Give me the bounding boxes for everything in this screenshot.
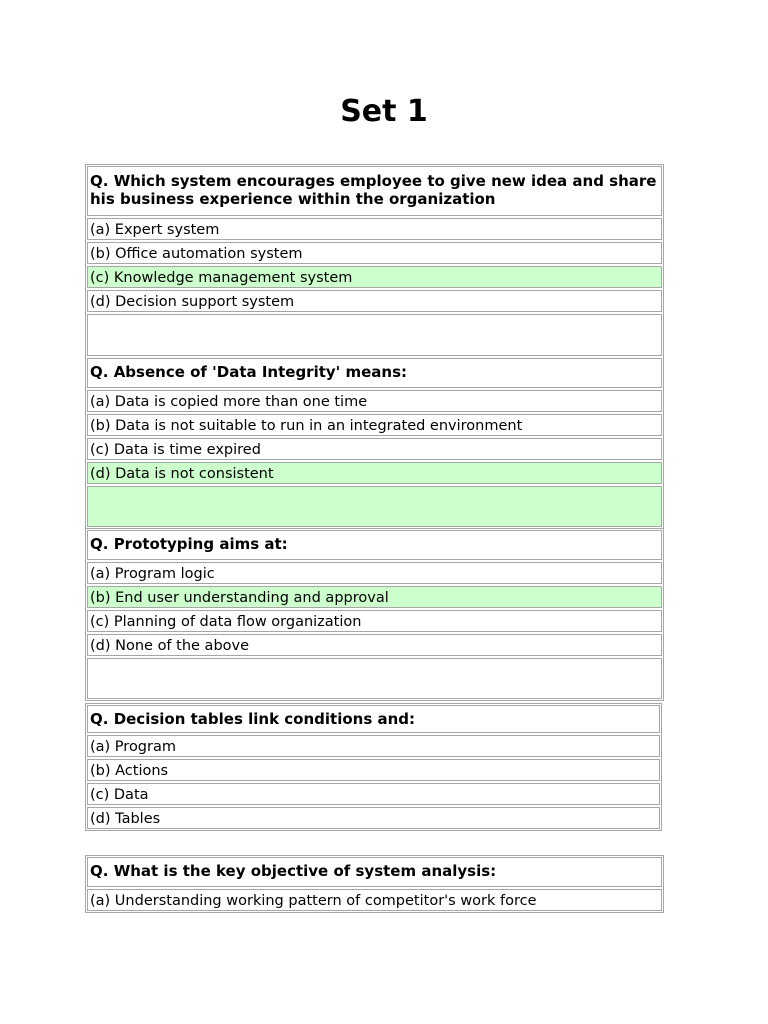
page-title: Set 1 xyxy=(340,94,428,129)
question-text xyxy=(87,857,662,887)
question-body: What is the key objective of system analysis: xyxy=(113,862,497,880)
answer-spacer xyxy=(87,486,662,527)
answer-option[interactable]: (a) Expert system xyxy=(87,218,662,240)
answer-option[interactable]: (d) None of the above xyxy=(87,634,662,656)
question-prefix: Q. xyxy=(90,535,109,553)
question-block xyxy=(85,164,664,358)
answer-spacer xyxy=(87,658,662,699)
question-prefix: Q. xyxy=(90,710,109,728)
answer-option[interactable]: (b) Office automation system xyxy=(87,242,662,264)
question-text xyxy=(87,358,662,388)
answer-option[interactable]: (c) Planning of data flow organization xyxy=(87,610,662,632)
question-body: Absence of 'Data Integrity' means: xyxy=(113,363,408,381)
question-block xyxy=(85,855,664,913)
answer-option[interactable]: (c) Data xyxy=(87,783,660,805)
question-text xyxy=(87,530,662,560)
answer-option[interactable]: (c) Data is time expired xyxy=(87,438,662,460)
question-prefix: Q. xyxy=(90,862,109,880)
question-body: Which system encourages employee to give new idea and share his business experience within the organization xyxy=(90,172,657,208)
question-prefix: Q. xyxy=(90,172,109,190)
answer-option[interactable]: (a) Data is copied more than one time xyxy=(87,390,662,412)
answer-option[interactable]: (b) Data is not suitable to run in an integrated environment xyxy=(87,414,662,436)
answer-option[interactable]: (a) Program logic xyxy=(87,562,662,584)
question-block xyxy=(85,703,662,831)
answer-option-correct[interactable]: (d) Data is not consistent xyxy=(87,462,662,484)
answer-option[interactable]: (a) Understanding working pattern of competitor's work force xyxy=(87,889,662,911)
question-body: Decision tables link conditions and: xyxy=(113,710,416,728)
question-block xyxy=(85,357,664,529)
answer-option[interactable]: (d) Decision support system xyxy=(87,290,662,312)
answer-option-correct[interactable]: (b) End user understanding and approval xyxy=(87,586,662,608)
question-body: Prototyping aims at: xyxy=(113,535,288,553)
question-text xyxy=(87,705,660,733)
question-block xyxy=(85,529,664,701)
answer-option-correct[interactable]: (c) Knowledge management system xyxy=(87,266,662,288)
question-prefix: Q. xyxy=(90,363,109,381)
answer-option[interactable]: (d) Tables xyxy=(87,807,660,829)
answer-option[interactable]: (a) Program xyxy=(87,735,660,757)
answer-option[interactable]: (b) Actions xyxy=(87,759,660,781)
answer-spacer xyxy=(87,314,662,356)
question-text xyxy=(87,166,662,216)
